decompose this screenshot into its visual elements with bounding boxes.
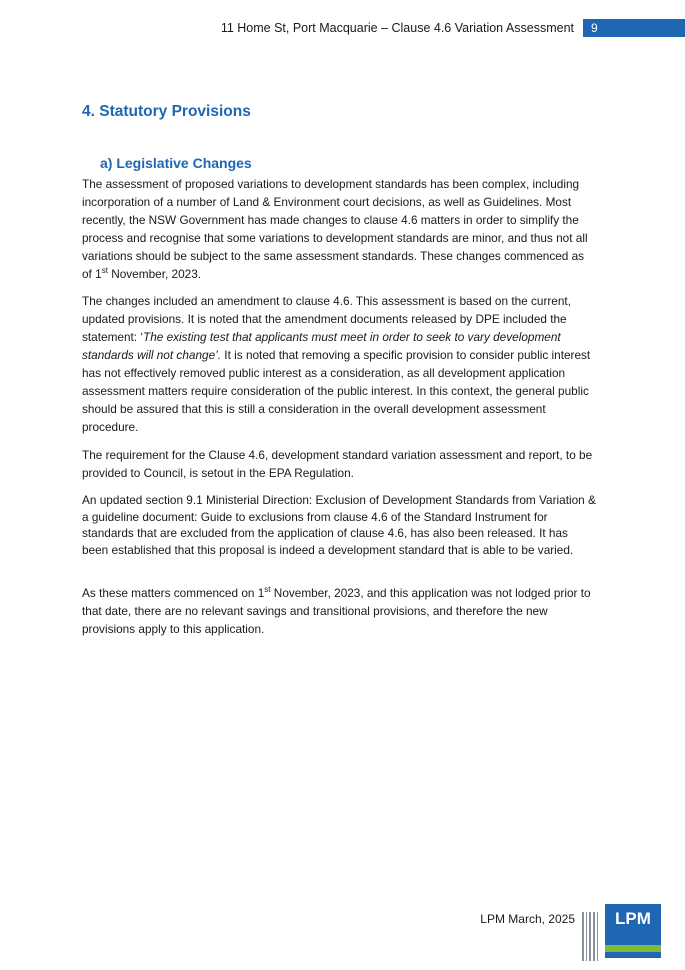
logo-blue-stripe bbox=[605, 952, 661, 958]
paragraph-text: An updated section 9.1 Ministerial Direction: Exclusion of Development Standards from Variation & a guideline document: Guide to exclusions from clause 4.6 of the Standard Instrument for standards that are excluded from the application of clause 4.6, has also been released. It has been established that this proposal is indeed a development standard that is able to be varied. bbox=[82, 493, 596, 557]
footer-divider-lines bbox=[582, 912, 600, 966]
section-heading: 4. Statutory Provisions bbox=[82, 103, 251, 120]
paragraph-text-end: November, 2023, and this application was not lodged prior to that date, there are no relevant savings and transitional provisions, and therefore the new provisions apply to this application. bbox=[82, 586, 591, 636]
italic-quote: The existing test that applicants must meet in order to seek to vary development standards will not change’. bbox=[82, 330, 561, 362]
footer-date: LPM March, 2025 bbox=[480, 912, 575, 926]
paragraph-text-end: November, 2023. bbox=[107, 267, 202, 281]
ordinal-suffix: st bbox=[264, 585, 271, 595]
paragraph-ministerial-direction bbox=[82, 492, 597, 558]
paragraph-commencement bbox=[82, 584, 597, 638]
paragraph-text: The assessment of proposed variations to development standards has been complex, including incorporation of a number of Land & Environment court decisions, as well as Guidelines. Most recently, the NSW Government has made changes to clause 4.6 matters in order to simplify the process and recognise that some variations to development standards are minor, and thus not all variations should be subject to the same assessment standards. These changes commenced as of 1 bbox=[82, 177, 588, 281]
page-number-badge: 9 bbox=[583, 19, 685, 37]
paragraph-amendment bbox=[82, 292, 597, 436]
paragraph-text-end: It is noted that removing a specific provision to consider public interest has not effectively removed public interest as a consideration, as all development application assessment matters require consideration of the public interest. In this context, the general public should be assured that this is still a consideration in the overall development assessment procedure. bbox=[82, 348, 591, 434]
paragraph-requirement bbox=[82, 446, 597, 482]
paragraph-legislative-changes bbox=[82, 175, 597, 283]
paragraph-text: The changes included an amendment to clause 4.6. This assessment is based on the current, updated provisions. It is noted that the amendment documents released by DPE included the statement: ‘ bbox=[82, 294, 571, 344]
running-header-title: 11 Home St, Port Macquarie – Clause 4.6 Variation Assessment bbox=[220, 21, 574, 35]
paragraph-text: The requirement for the Clause 4.6, development standard variation assessment and report, to be provided to Council, is setout in the EPA Regulation. bbox=[82, 448, 593, 480]
logo-text: LPM bbox=[605, 904, 661, 945]
subsection-heading: a) Legislative Changes bbox=[100, 155, 252, 171]
paragraph-text: As these matters commenced on 1 bbox=[82, 586, 265, 600]
lpm-logo bbox=[605, 904, 661, 962]
logo-green-stripe bbox=[605, 945, 661, 952]
ordinal-suffix: st bbox=[101, 266, 108, 276]
